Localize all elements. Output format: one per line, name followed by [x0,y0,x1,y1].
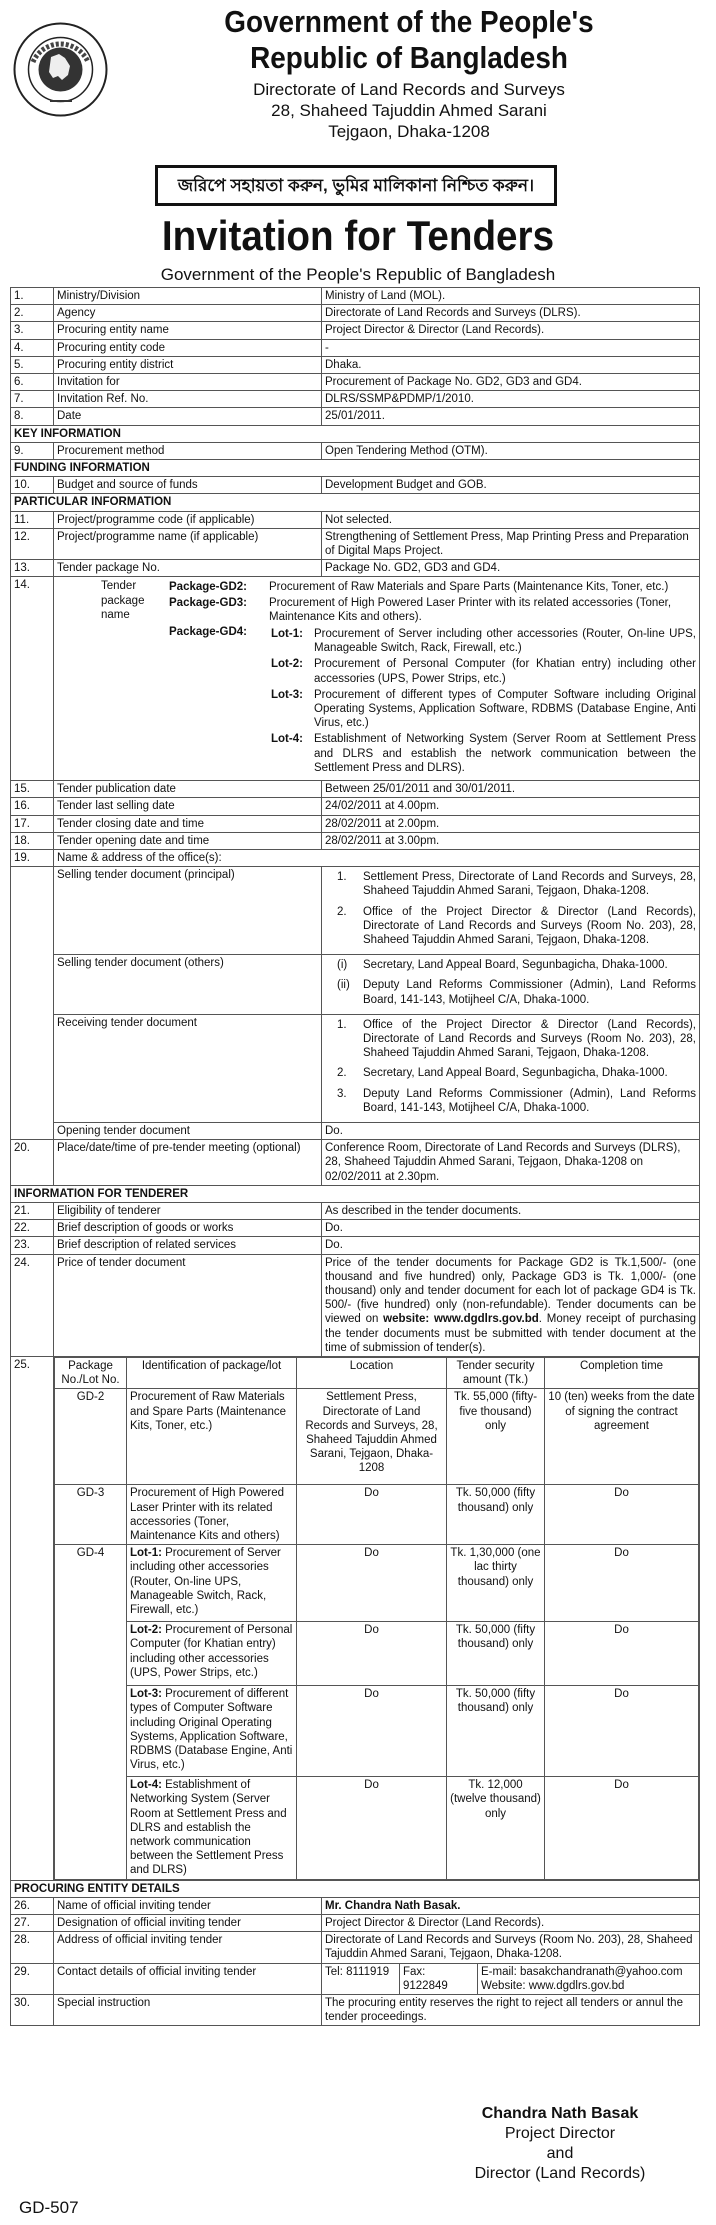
table-row [11,408,700,425]
table-cell: Directorate of Land Records and Surveys (Room No. 203), 28, Shaheed Tajuddin Ahmed Sarani, Tejgaon, Dhaka-1208. [322,1932,700,1963]
table-cell: Agency [54,305,322,322]
table-cell: Directorate of Land Records and Surveys (DLRS). [322,305,700,322]
text: Lot-4: [271,733,303,746]
table-cell: Identification of package/lot [127,1358,297,1389]
table-cell: Selling tender document (others) [54,955,322,1015]
table-cell [54,1357,700,1881]
table-cell: 2. [11,305,54,322]
table-row [11,1220,700,1237]
table-cell [322,955,700,1015]
table-cell: Not selected. [322,511,700,528]
table-row [11,356,700,373]
text: Settlement Press, Directorate of Land Records and Surveys, 28, Shaheed Tajuddin Ahmed Sarani, Tejgaon, Dhaka-1208. [363,871,696,898]
text: (ii) [337,979,350,992]
page-title: Invitation for Tenders [161,212,555,259]
table-cell: 15. [11,781,54,798]
table-cell: Tk. 1,30,000 (one lac thirty thousand) only [447,1545,545,1622]
table-cell: GD-4 [55,1545,127,1622]
table-cell: Procuring entity name [54,322,322,339]
table-cell [322,1963,700,1994]
table-cell [54,577,700,781]
table-row [11,781,700,798]
table-cell: 10 (ten) weeks from the date of signing the contract agreement [545,1389,699,1485]
fax-label: Fax: [403,1965,426,1978]
table-cell: Do [545,1545,699,1622]
text: Lot-3: [271,688,303,701]
table-cell: 28. [11,1932,54,1963]
address-line-2: Tejgaon, Dhaka-1208 [328,122,490,141]
table-row [11,1014,700,1122]
table-cell: Procurement of Package No. GD2, GD3 and GD4. [322,374,700,391]
table-cell: Invitation for [54,374,322,391]
table-row [11,1897,700,1914]
text: Lot-2: [271,658,303,671]
table-cell: Tender last selling date [54,798,322,815]
text: Secretary, Land Appeal Board, Segunbagicha, Dhaka-1000. [363,959,668,972]
table-cell: 25/01/2011. [322,408,700,425]
telephone: Tel: 8111919 [322,1964,400,1994]
table-row [11,322,700,339]
table-cell: Package No. GD2, GD3 and GD4. [322,560,700,577]
table-cell [55,1777,127,1879]
table-row [11,815,700,832]
table-cell: Eligibility of tenderer [54,1202,322,1219]
table-cell [11,955,54,1015]
table-row [11,511,700,528]
signature-block [460,2104,660,2184]
schedule-row [55,1389,699,1485]
table-cell: - [322,339,700,356]
table-cell: Tk. 50,000 (fifty thousand) only [447,1622,545,1686]
text: 1. [337,871,347,884]
address-line-1: 28, Shaheed Tajuddin Ahmed Sarani [271,101,547,120]
text: Lot-4: [130,1779,162,1792]
table-row [11,1932,700,1963]
table-cell: Do [545,1622,699,1686]
text: Procurement of High Powered Laser Printer with its related accessories (Toner, Maintenance Kits and others) [130,1487,285,1543]
text: 1. [337,1018,347,1031]
table-cell: 8. [11,408,54,425]
table-cell: Tender package No. [54,560,322,577]
table-cell: Do [297,1622,447,1686]
table-cell [322,1254,700,1356]
header-title [122,4,696,142]
text: Lot-3: [130,1688,162,1701]
text: Establishment of Networking System (Server Room at Settlement Press and DLRS and establish the network communication between the Settlement Press and DLRS) [130,1779,287,1877]
page-subtitle: Government of the People's Republic of Bangladesh [160,265,556,284]
table-cell: Between 25/01/2011 and 30/01/2011. [322,781,700,798]
table-cell: 7. [11,391,54,408]
text: Price of the tender documents for Package GD2 is Tk.1,500/- (one thousand and five hundred) only, Package GD3 is Tk. 1,000/- (one thousand) only and tender document for each lot of package GD4 is Tk. 500/- (five hundred) only (non-refundable). Tender documents can be viewed on [325,1256,696,1326]
table-cell: 21. [11,1202,54,1219]
table-cell: 3. [11,322,54,339]
schedule-row [55,1622,699,1686]
table-cell: Open Tendering Method (OTM). [322,442,700,459]
table-cell: Completion time [545,1358,699,1389]
section-heading [11,494,700,511]
text: Establishment of Networking System (Server Room at Settlement Press and DLRS and establish the network communication between the Settlement Press and DLRS). [314,733,696,774]
table-cell: Ministry/Division [54,288,322,305]
table-cell: Project Director & Director (Land Records). [322,1915,700,1932]
table-cell: Location [297,1358,447,1389]
table-cell: Tk. 50,000 (fifty thousand) only [447,1686,545,1777]
table-cell: 29. [11,1963,54,1994]
table-cell: 12. [11,528,54,559]
table-row [11,1140,700,1186]
text: Procurement of Raw Materials and Spare Parts (Maintenance Kits, Toner, etc.) [130,1391,286,1432]
text: Office of the Project Director & Director (Land Records), Directorate of Land Records and Surveys (Room No. 203), 28, Shaheed Tajuddin Ahmed Sarani, Tejgaon, Dhaka-1208. [363,905,696,946]
table-cell [55,1686,127,1777]
header [0,0,716,160]
table-cell [11,867,54,955]
lot-3 [269,688,696,731]
table-row [11,955,700,1015]
text: Procurement of different types of Computer Software including Original Operating Systems, Application Software, RDBMS (Database Engine, Anti Virus, etc.) [314,688,696,730]
package-gd2 [169,580,696,594]
table-cell: Tender closing date and time [54,815,322,832]
table-cell: Receiving tender document [54,1014,322,1122]
table-cell: Project/programme name (if applicable) [54,528,322,559]
label: Tender package [101,580,145,607]
table-row-tender-schedule [11,1357,700,1881]
text: Secretary, Land Appeal Board, Segunbagicha, Dhaka-1000. [363,1067,668,1080]
table-cell [127,1777,297,1879]
text: Procurement of High Powered Laser Printer with its related accessories (Toner, Maintenance Kits and others). [269,596,672,623]
website: Website: www.dgdlrs.gov.bd [481,1979,625,1992]
table-cell: GD-2 [55,1389,127,1485]
table-cell: PROCURING ENTITY DETAILS [11,1880,700,1897]
table-cell: 5. [11,356,54,373]
table-cell: Ministry of Land (MOL). [322,288,700,305]
table-row [11,288,700,305]
table-cell: 18. [11,832,54,849]
table-row [11,391,700,408]
table-cell: 23. [11,1237,54,1254]
table-cell: Date [54,408,322,425]
table-cell: 13. [11,560,54,577]
signatory-and: and [546,2145,574,2162]
section-heading [11,460,700,477]
table-row [11,528,700,559]
department: Directorate of Land Records and Surveys [253,80,565,99]
table-cell: Name of official inviting tender [54,1897,322,1914]
table-cell: Place/date/time of pre-tender meeting (optional) [54,1140,322,1186]
table-cell: Special instruction [54,1995,322,2026]
table-cell: Tk. 12,000 (twelve thousand) only [447,1777,545,1879]
section-heading [11,425,700,442]
table-cell: 27. [11,1915,54,1932]
table-cell [11,1122,54,1139]
table-cell: GD-3 [55,1485,127,1545]
table-cell: INFORMATION FOR TENDERER [11,1185,700,1202]
table-cell: The procuring entity reserves the right to reject all tenders or annul the tender proceedings. [322,1995,700,2026]
table-cell: Strengthening of Settlement Press, Map Printing Press and Preparation of Digital Maps Project. [322,528,700,559]
schedule-row [55,1686,699,1777]
table-cell [11,1014,54,1122]
table-row [11,374,700,391]
table-row [11,339,700,356]
schedule-row [55,1485,699,1545]
table-cell: 20. [11,1140,54,1186]
table-cell: Do. [322,1122,700,1139]
table-row [11,442,700,459]
table-row [11,798,700,815]
table-cell: 10. [11,477,54,494]
table-cell: 28/02/2011 at 3.00pm. [322,832,700,849]
table-cell: Price of tender document [54,1254,322,1356]
table-cell: Do [297,1545,447,1622]
table-cell: 22. [11,1220,54,1237]
table-cell: Do [545,1777,699,1879]
table-row [11,1202,700,1219]
package-gd3 [169,596,696,624]
table-cell: 9. [11,442,54,459]
text: Procurement of Personal Computer (for Khatian entry) including other accessories (UPS, Power Strips, etc.) [130,1624,293,1679]
table-cell: 24/02/2011 at 4.00pm. [322,798,700,815]
table-cell: 1. [11,288,54,305]
table-cell: Development Budget and GOB. [322,477,700,494]
table-row [11,849,700,866]
table-cell [127,1622,297,1686]
table-cell: Procuring entity code [54,339,322,356]
table-row [11,1963,700,1994]
table-cell: Do. [322,1220,700,1237]
table-cell: Tender security amount (Tk.) [447,1358,545,1389]
table-cell: Procurement method [54,442,322,459]
text: Deputy Land Reforms Commissioner (Admin), Land Reforms Board, 141-143, Motijheel C/A, Dhaka-1000. [363,979,696,1006]
table-row [11,560,700,577]
package-gd4 [169,625,696,777]
table-cell [127,1545,297,1622]
table-cell: As described in the tender documents. [322,1202,700,1219]
table-cell: 16. [11,798,54,815]
table-cell: Project Director & Director (Land Records). [322,322,700,339]
table-cell: Tk. 50,000 (fifty thousand) only [447,1485,545,1545]
table-cell [127,1389,297,1485]
text: Lot-1: [130,1547,162,1560]
label: name [101,608,130,621]
table-cell: Contact details of official inviting tender [54,1963,322,1994]
table-row [11,1237,700,1254]
table-row [11,1122,700,1139]
table-cell [127,1686,297,1777]
table-cell: PARTICULAR INFORMATION [11,494,700,511]
text: Package-GD4: [169,626,247,639]
table-cell: Package No./Lot No. [55,1358,127,1389]
table-cell: Conference Room, Directorate of Land Records and Surveys (DLRS), 28, Shaheed Tajuddin Ahmed Sarani, Tejgaon, Dhaka-1208 on 02/02/2011 at 2.30pm. [322,1140,700,1186]
text: Package-GD3: [169,596,247,609]
table-cell: Selling tender document (principal) [54,867,322,955]
table-row [11,832,700,849]
text: Package-GD2: [169,581,247,594]
text: 2. [337,905,347,918]
lot-1 [269,627,696,655]
table-cell: Name & address of the office(s): [54,849,700,866]
section-heading [11,1880,700,1897]
text: . Money receipt of purchasing the tender documents must be submitted with tender document at the time of submission of tender(s). [325,1313,696,1354]
schedule-header [55,1358,699,1389]
lot-4 [269,732,696,775]
table-row [11,477,700,494]
table-cell: 30. [11,1995,54,2026]
table-cell: Mr. Chandra Nath Basak. [322,1897,700,1914]
text: Procurement of different types of Computer Software including Original Operating Systems, Application Software, RDBMS (Database Engine, Anti Virus, etc.) [130,1688,293,1772]
text: (i) [337,959,348,972]
text: Office of the Project Director & Director (Land Records), Directorate of Land Records and Surveys (Room No. 203), 28, Shaheed Tajuddin Ahmed Sarani, Tejgaon, Dhaka-1208. [363,1018,696,1060]
table-cell: FUNDING INFORMATION [11,460,700,477]
text: 3. [337,1087,347,1100]
table-row-packages [11,577,700,781]
table-cell: Tk. 55,000 (fifty-five thousand) only [447,1389,545,1485]
slogan-box: জরিপে সহায়তা করুন, ভুমির মালিকানা নিশ্চিত করুন। [155,165,557,206]
table-cell: 26. [11,1897,54,1914]
signatory-title-2: Director (Land Records) [474,2165,646,2182]
table-cell: Designation of official inviting tender [54,1915,322,1932]
signatory-name: Chandra Nath Basak [481,2105,639,2122]
table-cell: Do [545,1485,699,1545]
table-cell: Procuring entity district [54,356,322,373]
table-cell: Do [297,1686,447,1777]
table-row [11,1254,700,1356]
text: 2. [337,1067,347,1080]
table-cell: Do [297,1485,447,1545]
table-cell: Settlement Press, Directorate of Land Records and Surveys, 28, Shaheed Tajuddin Ahmed Sarani, Tejgaon, Dhaka-1208 [297,1389,447,1485]
table-cell [322,867,700,955]
table-cell: Tender publication date [54,781,322,798]
table-cell: Project/programme code (if applicable) [54,511,322,528]
text: Lot-1: [271,628,303,641]
section-heading [11,1185,700,1202]
table-row [11,1995,700,2026]
table-cell: DLRS/SSMP&PDMP/1/2010. [322,391,700,408]
table-row [11,305,700,322]
table-cell: Do [545,1686,699,1777]
table-cell: 17. [11,815,54,832]
table-row [11,1915,700,1932]
table-cell: Budget and source of funds [54,477,322,494]
fax-number: 9122849 [403,1979,448,1992]
table-cell: KEY INFORMATION [11,425,700,442]
table-row [11,867,700,955]
text: Procurement of Server including other accessories (Router, On-line UPS, Manageable Switch, Rack, Firewall, etc.) [314,628,696,655]
reference-number: GD-507 [19,2198,79,2217]
lot-2 [269,657,696,685]
schedule-row [55,1777,699,1879]
table-cell: Opening tender document [54,1122,322,1139]
email: E-mail: basakchandranath@yahoo.com [481,1965,683,1978]
table-cell: Do [297,1777,447,1879]
table-cell: Do. [322,1237,700,1254]
title-line-2: Republic of Bangladesh [250,40,568,75]
table-cell: Address of official inviting tender [54,1932,322,1963]
table-cell [55,1622,127,1686]
table-cell: 25. [11,1357,54,1881]
table-cell: 14. [11,577,54,781]
table-cell: Dhaka. [322,356,700,373]
text: Procurement of Personal Computer (for Khatian entry) including other accessories (UPS, Power Strips, etc.) [314,658,696,685]
table-cell: Brief description of goods or works [54,1220,322,1237]
schedule-row [55,1545,699,1622]
table-cell: 24. [11,1254,54,1356]
text: Procurement of Server including other accessories (Router, On-line UPS, Manageable Switch, Rack, Firewall, etc.) [130,1547,281,1617]
table-cell [322,1014,700,1122]
text: Procurement of Raw Materials and Spare Parts (Maintenance Kits, Toner, etc.) [269,581,669,594]
table-cell: 4. [11,339,54,356]
table-cell: Tender opening date and time [54,832,322,849]
table-cell: Invitation Ref. No. [54,391,322,408]
table-cell: 6. [11,374,54,391]
schedule-table [54,1357,699,1880]
table-cell: 28/02/2011 at 2.00pm. [322,815,700,832]
table-cell: 11. [11,511,54,528]
title-line-1: Government of the People's [224,4,594,39]
website-text: website: www.dgdlrs.gov.bd [383,1313,539,1326]
tender-table [10,287,700,2026]
text: Lot-2: [130,1624,162,1637]
signatory-title: Project Director [504,2125,616,2142]
table-cell: 19. [11,849,54,866]
government-seal-icon [13,22,108,117]
table-cell [127,1485,297,1545]
table-cell: Brief description of related services [54,1237,322,1254]
text: Deputy Land Reforms Commissioner (Admin), Land Reforms Board, 141-143, Motijheel C/A, Dhaka-1000. [363,1087,696,1114]
